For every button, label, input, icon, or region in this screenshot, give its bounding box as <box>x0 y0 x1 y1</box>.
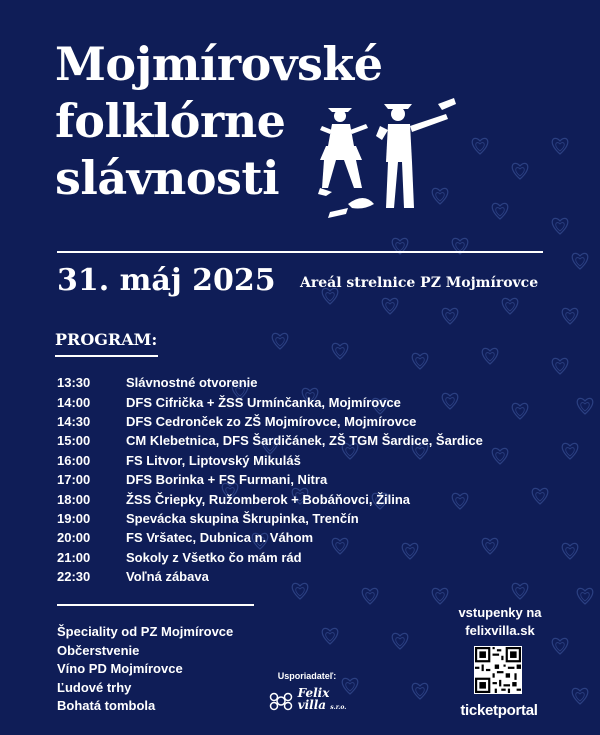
extras-item: Špeciality od PZ Mojmírovce <box>57 624 234 639</box>
schedule-time: 22:30 <box>57 569 91 585</box>
schedule-time: 15:00 <box>57 433 91 449</box>
tickets-line-1: vstupenky na <box>458 605 542 620</box>
felix-villa-logo <box>262 687 352 714</box>
schedule-event: DFS Cifrička + ŽSS Urmínčanka, Mojmírovce <box>126 394 401 410</box>
schedule-time: 17:00 <box>57 472 91 488</box>
felix-villa-wordmark <box>298 687 347 714</box>
schedule-event: FS Litvor, Liptovský Mikuláš <box>126 452 301 468</box>
extras-list <box>57 623 233 716</box>
schedule-event: DFS Borinka + FS Furmani, Nitra <box>126 472 328 488</box>
villa-word: villa <box>297 698 327 712</box>
schedule-row <box>57 392 483 411</box>
schedule-event: DFS Cedronček zo ZŠ Mojmírovce, Mojmírovce <box>126 413 417 429</box>
schedule-event: Slávnostné otvorenie <box>126 375 258 391</box>
program-divider <box>55 355 158 357</box>
program-heading: PROGRAM: <box>55 330 158 349</box>
program-schedule <box>57 373 483 586</box>
schedule-row <box>57 470 483 489</box>
schedule-row <box>57 451 483 470</box>
felix-villa-logo-icon <box>268 689 294 713</box>
schedule-time: 19:00 <box>57 510 91 526</box>
schedule-event: CM Klebetnica, DFS Šardičánek, ZŠ TGM Šardice, Šardice <box>126 433 483 449</box>
dancers-illustration <box>318 96 460 236</box>
schedule-event: Spevácka skupina Škrupinka, Trenčín <box>126 510 359 526</box>
schedule-event: Voľná zábava <box>126 569 209 585</box>
extras-item: Ľudové trhy <box>57 679 132 695</box>
schedule-time: 13:30 <box>57 375 91 391</box>
felix-word: Felix <box>297 686 330 700</box>
organizer-label: Usporiadateľ: <box>277 671 337 681</box>
tickets-info <box>440 604 560 640</box>
title-line-3: slávnosti <box>55 151 280 205</box>
schedule-event: FS Vršatec, Dubnica n. Váhom <box>126 530 314 546</box>
title-line-1: Mojmírovské <box>55 37 383 91</box>
schedule-row <box>57 509 483 528</box>
felix-villa-suffix: s.r.o. <box>330 704 347 711</box>
schedule-row <box>57 489 483 508</box>
schedule-event: Sokoly z Všetko čo mám rád <box>126 549 302 565</box>
qr-code-icon <box>474 646 522 694</box>
extras-item: Víno PD Mojmírovce <box>57 661 183 677</box>
schedule-row <box>57 528 483 547</box>
schedule-row <box>57 431 483 450</box>
title-divider <box>57 251 543 253</box>
schedule-event: ŽSS Čriepky, Ružomberok + Bobáňovci, Žilina <box>126 491 411 507</box>
schedule-row <box>57 567 483 586</box>
schedule-row <box>57 373 483 392</box>
extras-divider <box>57 604 254 606</box>
event-venue: Areál strelnice PZ Mojmírovce <box>300 275 539 291</box>
extras-item: Občerstvenie <box>57 642 140 658</box>
schedule-row <box>57 548 483 567</box>
schedule-row <box>57 412 483 431</box>
schedule-time: 21:00 <box>57 549 91 565</box>
schedule-time: 14:00 <box>57 394 91 410</box>
schedule-time: 16:00 <box>57 452 91 468</box>
organizer <box>262 671 352 714</box>
event-date: 31. máj 2025 <box>57 263 276 298</box>
schedule-time: 20:00 <box>57 530 91 546</box>
title-line-2: folklórne <box>55 94 286 148</box>
schedule-time: 18:00 <box>57 491 91 507</box>
schedule-time: 14:30 <box>57 413 91 429</box>
tickets-link[interactable]: felixvilla.sk <box>465 623 535 638</box>
ticketportal-logo: ticketportal <box>460 702 538 719</box>
extras-item: Bohatá tombola <box>57 698 156 714</box>
qr-code-graphic <box>475 647 521 693</box>
